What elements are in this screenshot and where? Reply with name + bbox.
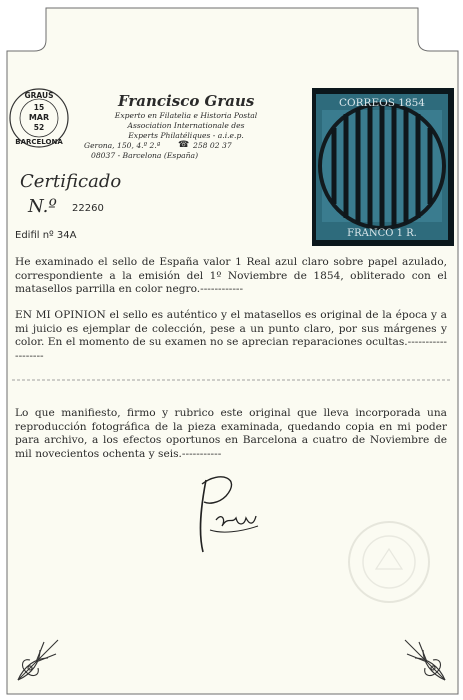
edifil-reference: Edifil nº 34A — [15, 230, 77, 241]
postmark-year: 52 — [33, 123, 45, 132]
expert-city: 08037 - Barcelona (España) — [91, 151, 199, 160]
paragraph-examination: He examinado el sello de España valor 1 Real azul claro sobre papel azulado, correspondiente a la emisión del 1º Noviembre de 1854, obliterado con el matasellos parrilla en color negro.------------ — [15, 256, 447, 295]
signature — [192, 468, 267, 556]
stamp-top-text: CORREOS 1854 — [339, 97, 425, 109]
expert-address: Gerona, 150, 4.º 2.ª — [84, 141, 161, 150]
graus-postmark — [8, 87, 70, 149]
stamp-bottom-text: FRANCO 1 R. — [347, 228, 417, 239]
postmark-bottom: BARCELONA — [15, 138, 63, 146]
certificate-title: Certificado — [20, 171, 122, 192]
certificate-number: 22260 — [72, 203, 104, 214]
paragraph-opinion: EN MI OPINION el sello es auténtico y el matasellos es original de la época y a mi juicio es ejemplar de colección, pese a un punto claro, por sus márgenes y color. En el momento de su examen no se aprecian reparaciones ocultas.------------------- — [15, 309, 447, 362]
postmark-day: 15 — [33, 103, 45, 112]
stamp-photo — [312, 88, 454, 246]
right-corner-ornament — [401, 636, 449, 684]
expert-name: Francisco Graus — [118, 92, 255, 110]
paragraph-declaration: Lo que manifiesto, firmo y rubrico este original que lleva incorporada una reproducción fotográfica de la pieza examinada, quedando copia en mi poder para archivo, a los efectos oportunos en Barcelona a cuatro de Noviembre de mil novecientos ochenta y seis.----------- — [15, 407, 447, 460]
left-corner-ornament — [14, 636, 62, 684]
expert-line-2: Association Internationale des — [127, 121, 245, 130]
stamp-image — [312, 88, 454, 246]
expert-line-3: Experts Philatéliques - a.i.e.p. — [128, 131, 244, 140]
expert-phone: 258 02 37 — [193, 141, 232, 150]
postmark-top: GRAUS — [24, 91, 54, 100]
postmark-month: MAR — [28, 113, 50, 122]
expert-line-1: Experto en Filatelia e Historia Postal — [114, 111, 258, 120]
embossed-seal — [346, 519, 432, 605]
telephone-icon: ☎ — [178, 140, 190, 150]
number-label: N.º — [28, 196, 57, 217]
